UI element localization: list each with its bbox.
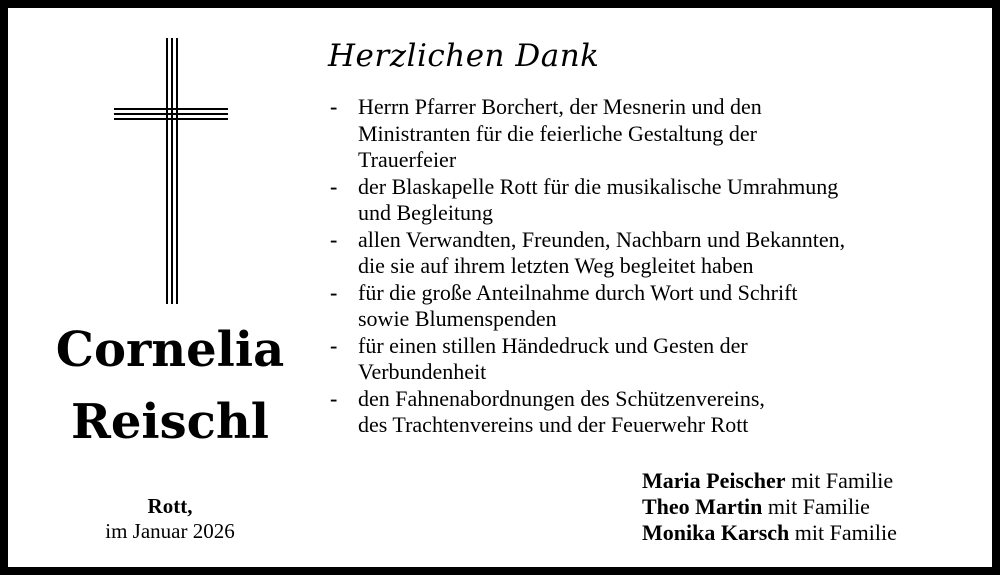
cross-icon (114, 38, 228, 304)
thanks-item (330, 174, 990, 227)
thanks-line: des Trachtenvereins und der Feuerwehr Rott (358, 412, 749, 437)
signature-line (642, 468, 893, 494)
thanks-line: sowie Blumenspenden (358, 306, 557, 331)
thanks-line: für einen stillen Händedruck und Gesten der (358, 332, 748, 358)
thanks-item (330, 280, 990, 333)
thanks-item (330, 333, 990, 386)
thanks-line: Verbundenheit (358, 359, 487, 384)
deceased-last-name: Reischl (70, 394, 270, 450)
signature-suffix: mit Familie (767, 494, 870, 519)
thanks-line: der Blaskapelle Rott für die musikalische Umrahmung (358, 173, 839, 199)
dash-marker: - (330, 173, 338, 199)
signature-line (642, 520, 897, 546)
obituary-card (8, 8, 992, 567)
thanks-line: allen Verwandten, Freunden, Nachbarn und Bekannten, (358, 226, 846, 252)
dash-marker: - (330, 94, 338, 119)
signature-line (642, 494, 870, 520)
signature-suffix: mit Familie (794, 520, 897, 545)
thanks-line: den Fahnenabordnungen des Schützenvereins, (358, 385, 765, 411)
dash-marker: - (330, 279, 338, 305)
thanks-item (330, 94, 990, 174)
thanks-item (330, 386, 990, 439)
thanks-item (330, 227, 990, 280)
thanks-heading: Herzlichen Dank (328, 38, 600, 74)
dash-marker: - (330, 226, 338, 252)
thanks-line: Trauerfeier (358, 147, 457, 172)
dash-marker: - (330, 385, 338, 411)
deceased-first-name: Cornelia (55, 322, 285, 378)
thanks-line: Ministranten für die feierliche Gestaltung der (358, 120, 757, 146)
thanks-line: für die große Anteilnahme durch Wort und Schrift (358, 279, 798, 305)
place-date: im Januar 2026 (105, 519, 235, 543)
thanks-line: die sie auf ihrem letzten Weg begleitet haben (358, 253, 754, 278)
thanks-line: und Begleitung (358, 200, 494, 225)
thanks-list (330, 94, 990, 439)
thanks-line: Herrn Pfarrer Borchert, der Mesnerin und den (358, 94, 762, 119)
signature-name: Theo Martin (642, 494, 763, 519)
signature-name: Monika Karsch (642, 520, 790, 545)
signature-suffix: mit Familie (791, 468, 894, 493)
dash-marker: - (330, 332, 338, 358)
signature-name: Maria Peischer (642, 468, 786, 493)
place-town: Rott, (147, 494, 193, 518)
